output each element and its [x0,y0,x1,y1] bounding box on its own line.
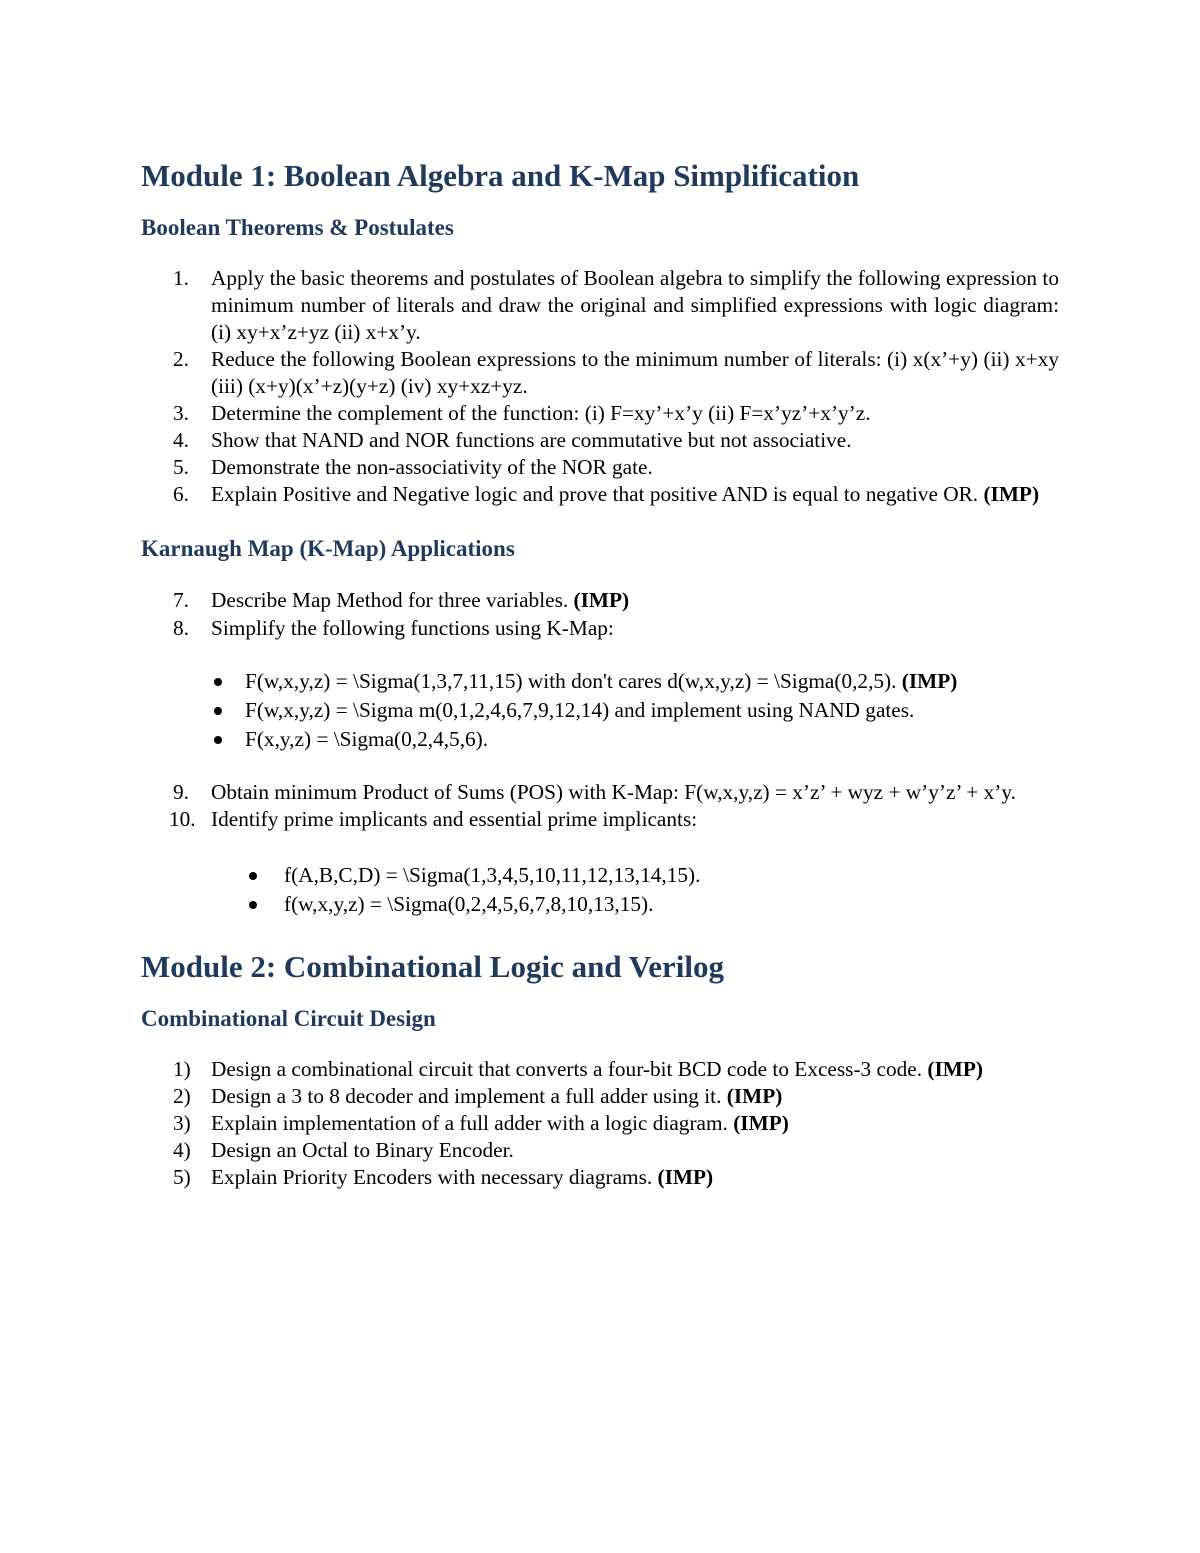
bullet-text: f(A,B,C,D) = \Sigma(1,3,4,5,10,11,12,13,14,15). [284,863,701,887]
question-number: 1) [173,1057,191,1081]
list-item [141,1164,1059,1191]
bullet-item [141,696,1059,725]
question-text: Apply the basic theorems and postulates of Boolean algebra to simplify the following expression to minimum number of literals and draw the original and simplified expressions with logic diagram: (i) xy+x’z+yz (ii) x+x’y. [211,266,1059,344]
q8-bullet-list [141,667,1059,754]
question-number: 8. [173,616,189,640]
bullet-dot-icon [214,707,222,715]
question-text: Identify prime implicants and essential prime implicants: [211,807,698,831]
list-item [141,1083,1059,1110]
question-text: Design a combinational circuit that converts a four-bit BCD code to Excess-3 code. [211,1057,923,1081]
question-text: Explain Positive and Negative logic and prove that positive AND is equal to negative OR. [211,482,979,506]
kmap-applications-heading: Karnaugh Map (K-Map) Applications [141,536,515,561]
list-item [141,1110,1059,1137]
question-number: 5. [173,455,189,479]
bullet-item [141,890,1059,919]
question-number: 2) [173,1084,191,1108]
list-item [141,1137,1059,1164]
question-text: Describe Map Method for three variables. [211,588,569,612]
question-text: Explain implementation of a full adder with a logic diagram. [211,1111,728,1135]
bullet-text: F(x,y,z) = \Sigma(0,2,4,5,6). [245,727,489,751]
list-item [141,265,1059,346]
question-text: Demonstrate the non-associativity of the NOR gate. [211,455,653,479]
bullet-text: f(w,x,y,z) = \Sigma(0,2,4,5,6,7,8,10,13,15). [284,892,654,916]
list-item [141,454,1059,481]
question-number: 5) [173,1165,191,1189]
imp-badge: (IMP) [726,1084,783,1108]
bullet-item [141,667,1059,696]
question-number: 4) [173,1138,191,1162]
bullet-dot-icon [214,678,222,686]
list-item [141,587,1059,614]
imp-badge: (IMP) [657,1165,714,1189]
module-1-title: Module 1: Boolean Algebra and K-Map Simplification [141,158,860,193]
question-number: 3) [173,1111,191,1135]
list-item [141,1056,1059,1083]
question-number: 1. [173,266,189,290]
bullet-item [141,725,1059,754]
boolean-theorems-heading: Boolean Theorems & Postulates [141,215,454,240]
list-item [141,427,1059,454]
list-item [141,806,1059,833]
question-text: Design a 3 to 8 decoder and implement a full adder using it. [211,1084,722,1108]
question-number: 3. [173,401,189,425]
combinational-design-list [141,1056,1059,1191]
bullet-dot-icon [214,736,222,744]
imp-badge: (IMP) [733,1111,789,1135]
question-number: 4. [173,428,189,452]
question-text: Show that NAND and NOR functions are commutative but not associative. [211,428,852,452]
imp-badge: (IMP) [573,588,630,612]
list-item [141,615,1059,642]
question-text: Design an Octal to Binary Encoder. [211,1138,514,1162]
bullet-text: F(w,x,y,z) = \Sigma m(0,1,2,4,6,7,9,12,14) and implement using NAND gates. [245,698,915,722]
document-content [141,156,1059,1191]
question-text: Reduce the following Boolean expressions to the minimum number of literals: (i) x(x’+y) (ii) x+xy (iii) (x+y)(x’+z)(y+z) (iv) xy+xz+yz. [211,347,1059,398]
question-text: Explain Priority Encoders with necessary diagrams. [211,1165,653,1189]
bullet-text: F(w,x,y,z) = \Sigma(1,3,7,11,15) with don't cares d(w,x,y,z) = \Sigma(0,2,5). [245,669,897,693]
combinational-design-heading: Combinational Circuit Design [141,1006,436,1031]
question-number: 9. [173,780,189,804]
imp-badge: (IMP) [901,669,958,693]
list-item [141,779,1059,806]
list-item [141,481,1059,508]
list-item [141,346,1059,400]
question-number: 7. [173,588,189,612]
question-text: Obtain minimum Product of Sums (POS) with K-Map: F(w,x,y,z) = x’z’ + wyz + w’y’z’ + x’y. [211,780,1016,804]
imp-badge: (IMP) [983,482,1040,506]
question-number: 2. [173,347,189,371]
bullet-item [141,861,1059,890]
question-number: 10. [169,807,196,831]
bullet-dot-icon [249,872,257,880]
question-number: 6. [173,482,189,506]
kmap-list [141,587,1059,919]
module-2-title: Module 2: Combinational Logic and Verilog [141,949,725,984]
list-item [141,400,1059,427]
imp-badge: (IMP) [927,1057,983,1081]
bullet-dot-icon [249,901,257,909]
question-text: Determine the complement of the function: (i) F=xy’+x’y (ii) F=x’yz’+x’y’z. [211,401,871,425]
question-text: Simplify the following functions using K-Map: [211,616,614,640]
boolean-theorems-list [141,265,1059,508]
q10-bullet-list [141,861,1059,919]
